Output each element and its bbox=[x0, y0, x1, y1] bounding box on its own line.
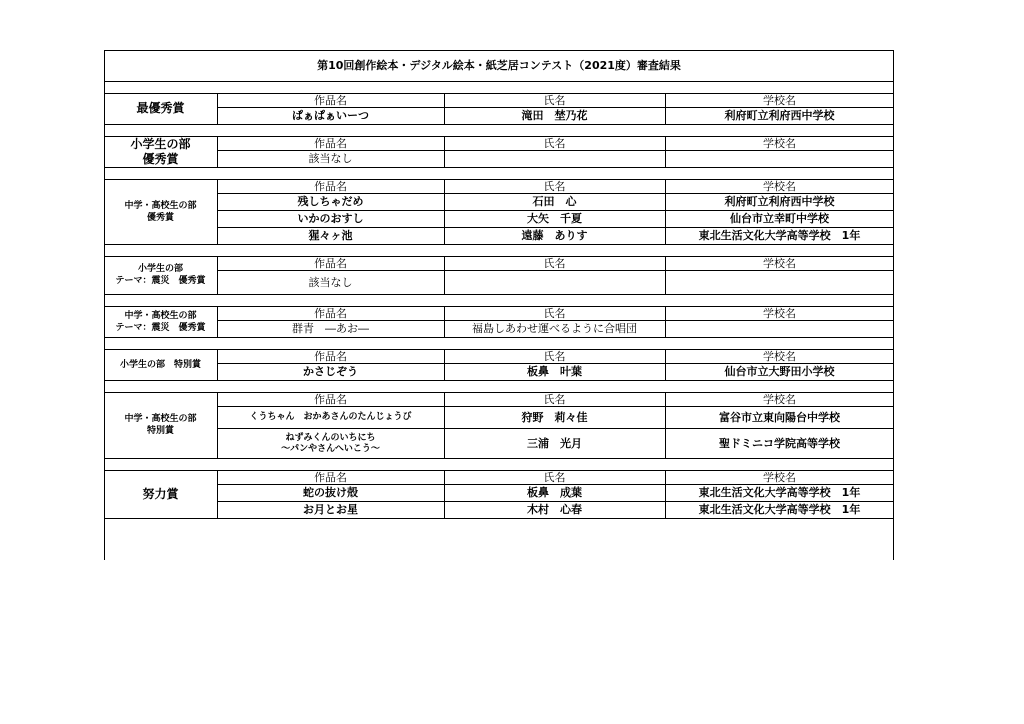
column-header-name: 氏名 bbox=[543, 256, 566, 270]
award-category-line: 努力賞 bbox=[142, 486, 179, 501]
award-category-line: 小学生の部 bbox=[130, 136, 191, 151]
column-header-name: 氏名 bbox=[543, 136, 566, 150]
table-column-rule bbox=[217, 392, 218, 458]
table-column-rule bbox=[665, 392, 666, 458]
cell-school: 東北生活文化大学高等学校 1年 bbox=[698, 503, 861, 516]
award-category bbox=[104, 306, 217, 337]
column-header-work: 作品名 bbox=[314, 392, 347, 406]
cell-work: かさじぞう bbox=[303, 365, 358, 378]
table-rule bbox=[104, 124, 894, 125]
cell-name: 木村 心春 bbox=[527, 503, 582, 516]
award-category-line: 小学生の部 bbox=[137, 264, 183, 274]
column-header-work: 作品名 bbox=[314, 179, 347, 193]
award-category bbox=[104, 349, 217, 380]
award-category-line: 中学・高校生の部 bbox=[124, 414, 197, 424]
award-category bbox=[104, 179, 217, 244]
cell-work: 残しちゃだめ bbox=[297, 195, 364, 208]
award-category bbox=[104, 392, 217, 458]
cell-name: 板鼻 叶葉 bbox=[527, 365, 582, 378]
cell-name: 狩野 莉々佳 bbox=[521, 410, 588, 424]
cell-work: 該当なし bbox=[308, 275, 353, 289]
table-column-rule bbox=[665, 256, 666, 294]
column-header-name: 氏名 bbox=[543, 349, 566, 363]
column-header-school: 学校名 bbox=[763, 470, 796, 484]
cell-name: 石田 心 bbox=[532, 195, 577, 208]
table-rule bbox=[104, 81, 894, 82]
cell-school: 利府町立利府西中学校 bbox=[724, 109, 835, 122]
award-category-line: 小学生の部 特別賞 bbox=[119, 359, 201, 370]
page-title: 第10回創作絵本・デジタル絵本・紙芝居コンテスト（2021度）審査結果 bbox=[317, 58, 681, 72]
cell-school: 東北生活文化大学高等学校 1年 bbox=[698, 486, 861, 499]
column-header-name: 氏名 bbox=[543, 179, 566, 193]
table-column-rule bbox=[665, 349, 666, 380]
table-rule bbox=[104, 518, 894, 519]
column-header-school: 学校名 bbox=[763, 256, 796, 270]
cell-work: 該当なし bbox=[308, 152, 353, 165]
column-header-work: 作品名 bbox=[314, 256, 347, 270]
award-category-line: 中学・高校生の部 bbox=[124, 310, 197, 321]
table-column-rule bbox=[665, 179, 666, 244]
table-column-rule bbox=[217, 179, 218, 244]
cell-work: くうちゃん おかあさんのたんじょうび bbox=[249, 412, 412, 422]
table-column-rule bbox=[217, 256, 218, 294]
table-column-rule bbox=[217, 136, 218, 167]
column-header-work: 作品名 bbox=[314, 306, 347, 320]
award-category-line: テーマ：震災 優秀賞 bbox=[115, 322, 206, 333]
table-column-rule bbox=[444, 93, 445, 124]
cell-school: 聖ドミニコ学院高等学校 bbox=[719, 436, 840, 450]
table-column-rule bbox=[444, 256, 445, 294]
column-header-work: 作品名 bbox=[314, 93, 347, 107]
column-header-work: 作品名 bbox=[314, 136, 347, 150]
table-column-rule bbox=[444, 306, 445, 337]
table-column-rule bbox=[665, 470, 666, 518]
column-header-name: 氏名 bbox=[543, 470, 566, 484]
column-header-name: 氏名 bbox=[543, 306, 566, 320]
table-column-rule bbox=[444, 136, 445, 167]
cell-name: 滝田 埜乃花 bbox=[521, 109, 588, 122]
column-header-work: 作品名 bbox=[314, 470, 347, 484]
cell-name bbox=[444, 271, 665, 294]
cell-school: 仙台市立大野田小学校 bbox=[724, 365, 835, 378]
column-header-school: 学校名 bbox=[763, 306, 796, 320]
cell-work: 猩々ヶ池 bbox=[308, 229, 353, 242]
table-column-rule bbox=[665, 306, 666, 337]
cell-school: 利府町立利府西中学校 bbox=[724, 195, 835, 208]
cell-name: 板鼻 成葉 bbox=[527, 486, 582, 499]
table-rule bbox=[104, 380, 894, 381]
cell-school: 東北生活文化大学高等学校 1年 bbox=[698, 229, 861, 242]
cell-work: いかのおすし bbox=[297, 212, 364, 225]
results-table bbox=[104, 50, 894, 560]
column-header-school: 学校名 bbox=[763, 349, 796, 363]
cell-school bbox=[665, 321, 894, 337]
award-category-line: 最優秀賞 bbox=[136, 101, 185, 115]
column-header-school: 学校名 bbox=[763, 392, 796, 406]
column-header-work: 作品名 bbox=[314, 349, 347, 363]
table-column-rule bbox=[665, 93, 666, 124]
column-header-name: 氏名 bbox=[543, 392, 566, 406]
cell-school: 富谷市立東向陽台中学校 bbox=[719, 410, 840, 424]
table-column-rule bbox=[217, 349, 218, 380]
award-category-line: 優秀賞 bbox=[146, 212, 174, 223]
cell-work: ねずみくんのいちにち ～パンやさんへいこう～ bbox=[281, 432, 380, 454]
award-category bbox=[104, 470, 217, 518]
column-header-name: 氏名 bbox=[543, 93, 566, 107]
award-category-line: テーマ：震災 優秀賞 bbox=[115, 276, 206, 286]
cell-school bbox=[665, 151, 894, 167]
table-rule bbox=[104, 458, 894, 459]
cell-work: お月とお星 bbox=[303, 503, 358, 516]
cell-school bbox=[665, 271, 894, 294]
cell-name bbox=[444, 151, 665, 167]
table-column-rule bbox=[444, 179, 445, 244]
award-category-line: 優秀賞 bbox=[142, 151, 179, 166]
cell-work: 蛇の抜け殻 bbox=[303, 486, 358, 499]
table-rule bbox=[104, 244, 894, 245]
award-category-line: 中学・高校生の部 bbox=[124, 200, 197, 211]
cell-work: ぱぁぱぁいーつ bbox=[292, 109, 369, 122]
table-column-rule bbox=[217, 306, 218, 337]
table-column-rule bbox=[444, 470, 445, 518]
award-category bbox=[104, 256, 217, 294]
column-header-school: 学校名 bbox=[763, 179, 796, 193]
cell-name: 遠藤 ありす bbox=[521, 229, 588, 242]
column-header-school: 学校名 bbox=[763, 136, 796, 150]
table-rule bbox=[104, 167, 894, 168]
table-column-rule bbox=[217, 470, 218, 518]
cell-school: 仙台市立幸町中学校 bbox=[730, 212, 829, 225]
table-column-rule bbox=[217, 93, 218, 124]
cell-work: 群青 ―あお― bbox=[292, 322, 369, 335]
award-category-line: 特別賞 bbox=[146, 426, 174, 436]
table-rule bbox=[104, 294, 894, 295]
column-header-school: 学校名 bbox=[763, 93, 796, 107]
table-column-rule bbox=[665, 136, 666, 167]
cell-name: 大矢 千夏 bbox=[527, 212, 582, 225]
table-rule bbox=[104, 337, 894, 338]
cell-name: 三浦 光月 bbox=[527, 436, 582, 450]
table-column-rule bbox=[444, 349, 445, 380]
award-category bbox=[104, 136, 217, 167]
award-category bbox=[104, 93, 217, 124]
cell-name: 福島しあわせ運べるように合唱団 bbox=[472, 322, 637, 335]
table-column-rule bbox=[444, 392, 445, 458]
